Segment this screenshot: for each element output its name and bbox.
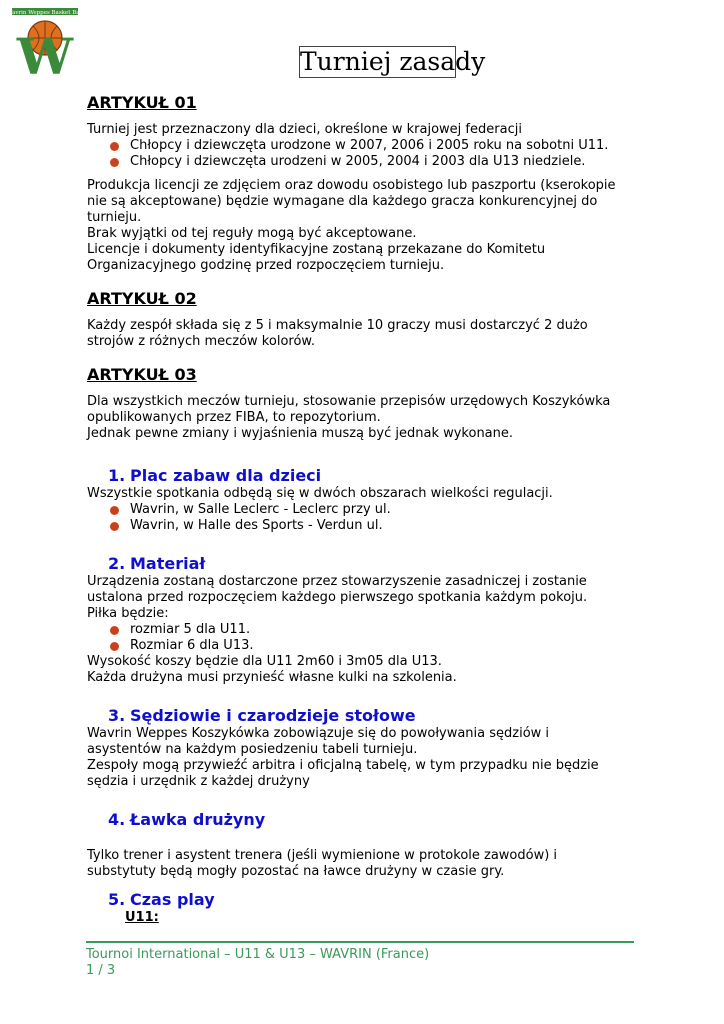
- article-02-heading: ARTYKUŁ 02: [87, 289, 197, 308]
- section-4-heading: 4. Ławka drużyny: [108, 810, 266, 829]
- section-1-heading: 1. Plac zabaw dla dzieci: [108, 466, 322, 485]
- paragraph-line: strojów z różnych meczów kolorów.: [87, 334, 315, 349]
- paragraph-line: Wavrin Weppes Koszykówka zobowiązuje się do powoływania sędziów i: [87, 726, 550, 741]
- paragraph-line: substytuty będą mogły pozostać na ławce drużyny w czasie gry.: [87, 864, 505, 879]
- list-item: rozmiar 5 dla U11.: [110, 622, 642, 638]
- bullet-list: [87, 502, 642, 534]
- paragraph-line: sędzia i urzędnik z każdej drużyny: [87, 774, 310, 789]
- section-5-heading: 5. Czas play: [108, 890, 215, 909]
- paragraph-line: asystentów na każdym posiedzeniu tabeli turnieju.: [87, 742, 418, 757]
- paragraph-line: Każdy zespół składa się z 5 i maksymalnie 10 graczy musi dostarczyć 2 dużo: [87, 318, 588, 333]
- paragraph-line: Wysokość koszy będzie dla U11 2m60 i 3m05 dla U13.: [87, 654, 442, 669]
- svg-text:Wavrin Weppes Basket Ball: Wavrin Weppes Basket Ball: [10, 10, 80, 16]
- paragraph-line: Organizacyjnego godzinę przed rozpoczęciem turnieju.: [87, 258, 445, 273]
- paragraph-line: Wszystkie spotkania odbędą się w dwóch obszarach wielkości regulacji.: [87, 486, 553, 501]
- paragraph-line: turnieju.: [87, 210, 142, 225]
- paragraph-line: Licencje i dokumenty identyfikacyjne zostaną przekazane do Komitetu: [87, 242, 546, 257]
- list-item: Rozmiar 6 dla U13.: [110, 638, 642, 654]
- paragraph-line: ustalona przed rozpoczęciem każdego pierwszego spotkania każdym pokoju.: [87, 590, 588, 605]
- article-01-heading: ARTYKUŁ 01: [87, 93, 197, 112]
- footer-text: Tournoi International – U11 & U13 – WAVRIN (France): [86, 947, 430, 962]
- article-03-heading: ARTYKUŁ 03: [87, 365, 197, 384]
- list-item: Chłopcy i dziewczęta urodzeni w 2005, 2004 i 2003 dla U13 niedziele.: [110, 154, 642, 170]
- paragraph: Turniej jest przeznaczony dla dzieci, określone w krajowej federacji: [87, 122, 522, 137]
- paragraph-line: Urządzenia zostaną dostarczone przez stowarzyszenie zasadniczej i zostanie: [87, 574, 587, 589]
- club-logo: [10, 6, 80, 78]
- subheading-u11: U11:: [125, 910, 159, 925]
- list-item: Chłopcy i dziewczęta urodzone w 2007, 2006 i 2005 roku na sobotni U11.: [110, 138, 642, 154]
- paragraph-line: nie są akceptowane) będzie wymagane dla każdego gracza konkurencyjnej do: [87, 194, 598, 209]
- svg-text:W: W: [16, 27, 74, 78]
- document-title: Turniej zasady: [300, 47, 486, 76]
- paragraph-line: Każda drużyna musi przynieść własne kulki na szkolenia.: [87, 670, 457, 685]
- paragraph-line: Jednak pewne zmiany i wyjaśnienia muszą być jednak wykonane.: [87, 426, 514, 441]
- paragraph-line: Zespoły mogą przywieźć arbitra i oficjalną tabelę, w tym przypadku nie będzie: [87, 758, 599, 773]
- bullet-list: [87, 138, 642, 170]
- paragraph-line: opublikowanych przez FIBA, to repozytorium.: [87, 410, 381, 425]
- paragraph-line: Tylko trener i asystent trenera (jeśli wymienione w protokole zawodów) i: [87, 848, 558, 863]
- list-item: Wavrin, w Salle Leclerc - Leclerc przy ul.: [110, 502, 642, 518]
- section-2-heading: 2. Materiał: [108, 554, 206, 573]
- paragraph-line: Dla wszystkich meczów turnieju, stosowanie przepisów urzędowych Koszykówka: [87, 394, 611, 409]
- paragraph-line: Piłka będzie:: [87, 606, 169, 621]
- bullet-list: [87, 622, 642, 654]
- footer-divider: [86, 941, 634, 943]
- paragraph-line: Brak wyjątki od tej reguły mogą być akceptowane.: [87, 226, 417, 241]
- section-3-heading: 3. Sędziowie i czarodzieje stołowe: [108, 706, 416, 725]
- page-number: 1 / 3: [86, 963, 116, 978]
- list-item: Wavrin, w Halle des Sports - Verdun ul.: [110, 518, 642, 534]
- document-body: [87, 93, 642, 926]
- page-footer: [86, 947, 429, 979]
- paragraph-line: Produkcja licencji ze zdjęciem oraz dowodu osobistego lub paszportu (kserokopie: [87, 178, 616, 193]
